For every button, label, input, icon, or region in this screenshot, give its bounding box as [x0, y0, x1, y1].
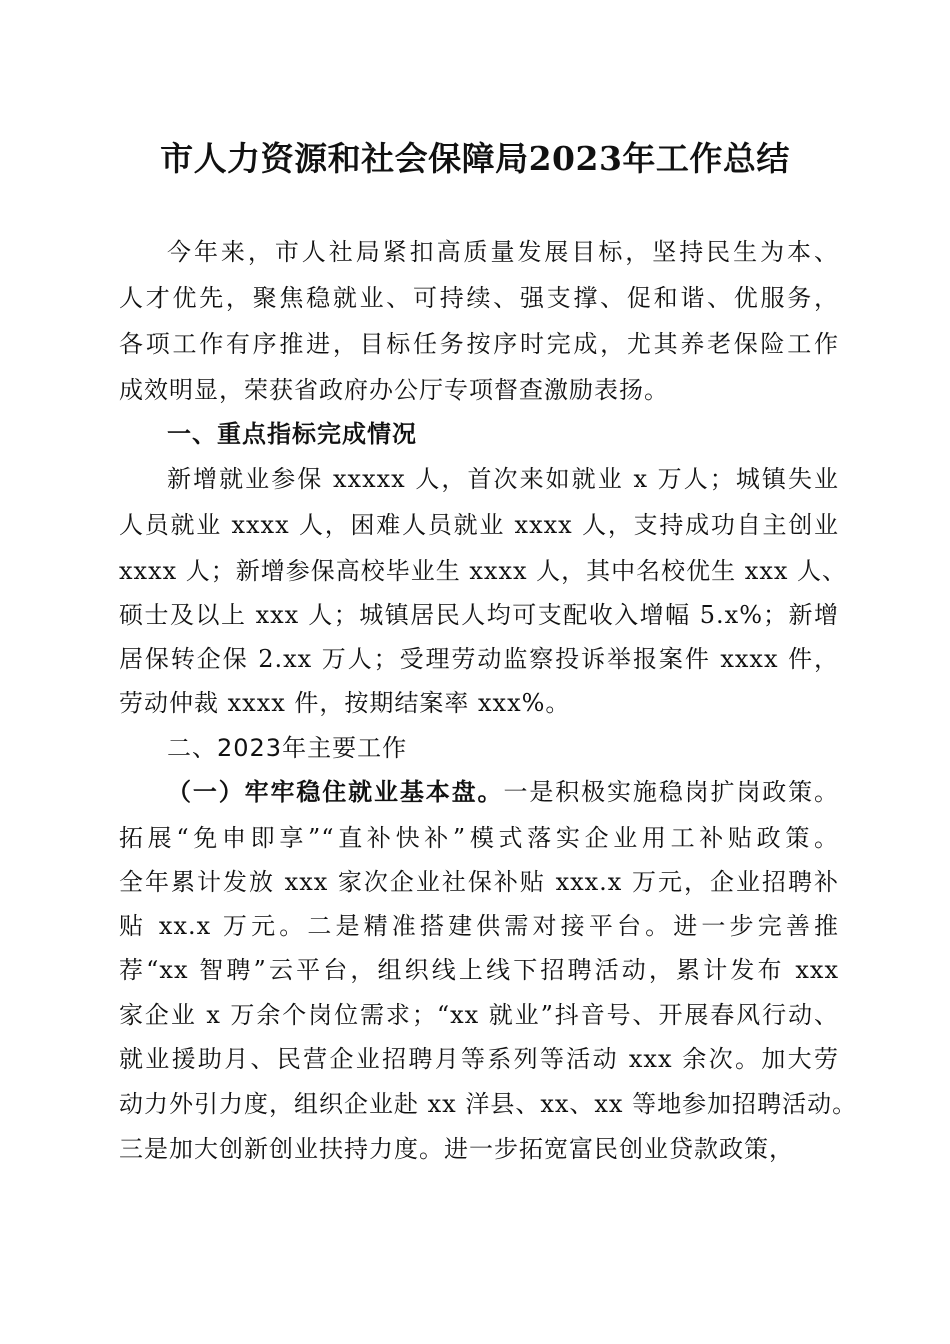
section2-line-3: 全年累计发放 xxx 家次企业社保补贴 xxx.x 万元，企业招聘补 [119, 868, 839, 896]
section2-line-4: 贴 xx.x 万元。二是精准搭建供需对接平台。进一步完善推 [119, 912, 839, 940]
intro-line-3: 各项工作有序推进，目标任务按序时完成，尤其养老保险工作 [119, 330, 839, 358]
subsection-heading-1: （一）牢牢稳住就业基本盘。 [167, 778, 504, 806]
section1-line-3: xxxx 人；新增参保高校毕业生 xxxx 人，其中名校优生 xxx 人、 [119, 557, 848, 585]
intro-line-2: 人才优先，聚焦稳就业、可持续、强支撑、促和谐、优服务， [119, 284, 839, 312]
section2-line-2: 拓展“免申即享”“直补快补”模式落实企业用工补贴政策。 [119, 824, 839, 852]
section2-line-1 [167, 775, 839, 809]
section1-line-4: 硕士及以上 xxx 人；城镇居民人均可支配收入增幅 5.x%；新增 [119, 601, 839, 629]
intro-line-1: 今年来，市人社局紧扣高质量发展目标，坚持民生为本、 [167, 238, 839, 266]
section2-line-8: 动力外引力度，组织企业赴 xx 洋县、xx、xx 等地参加招聘活动。 [119, 1090, 858, 1118]
section1-line-1: 新增就业参保 xxxxx 人，首次来如就业 x 万人；城镇失业 [167, 465, 839, 493]
page-title: 市人力资源和社会保障局2023年工作总结 [160, 139, 790, 178]
section2-line-9: 三是加大创新创业扶持力度。进一步拓宽富民创业贷款政策， [119, 1135, 794, 1163]
section2-line-7: 就业援助月、民营企业招聘月等系列等活动 xxx 余次。加大劳 [119, 1045, 839, 1073]
section1-line-6: 劳动仲裁 xxxx 件，按期结案率 xxx%。 [119, 689, 571, 717]
section1-line-2: 人员就业 xxxx 人，困难人员就业 xxxx 人，支持成功自主创业 [119, 511, 839, 539]
section-heading-2: 二、2023年主要工作 [167, 734, 408, 762]
subsection-1-lead: 一是积极实施稳岗扩岗政策。 [503, 778, 840, 806]
section2-line-6: 家企业 x 万余个岗位需求；“xx 就业”抖音号、开展春风行动、 [119, 1001, 839, 1029]
intro-line-4: 成效明显，荣获省政府办公厅专项督查激励表扬。 [119, 376, 669, 404]
section1-line-5: 居保转企保 2.xx 万人；受理劳动监察投诉举报案件 xxxx 件， [119, 645, 839, 673]
section-heading-1: 一、重点指标完成情况 [167, 420, 417, 448]
section2-line-5: 荐“xx 智聘”云平台，组织线上线下招聘活动，累计发布 xxx [119, 956, 839, 984]
